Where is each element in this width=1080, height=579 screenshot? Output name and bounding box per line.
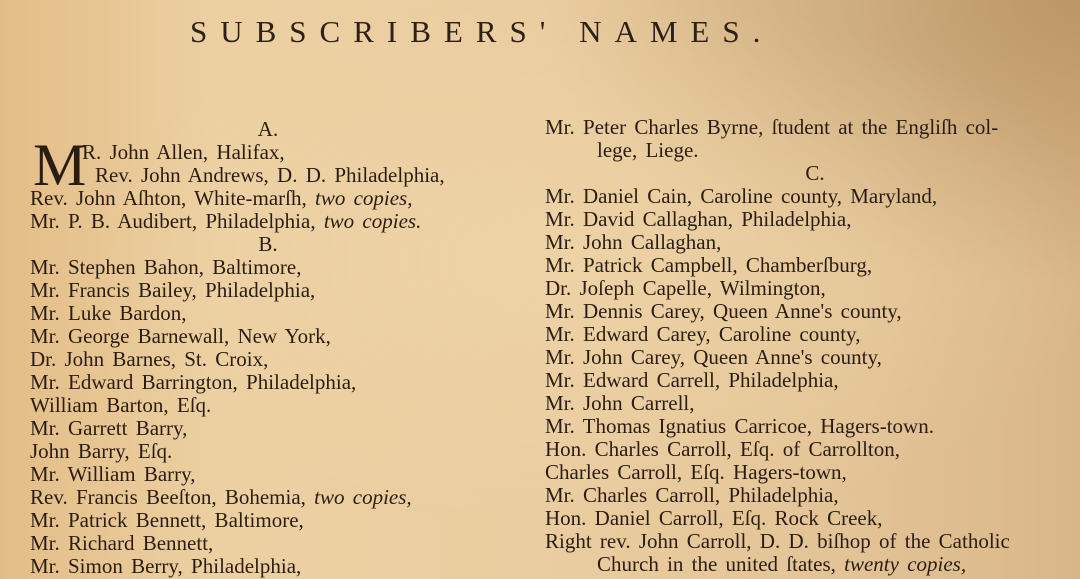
list-entry: [30, 256, 510, 279]
list-entry: [545, 484, 1075, 507]
entry-text: Church in the united ſtates,: [597, 552, 845, 576]
entry-text: Rev. Francis Beeſton, Bohemia,: [30, 485, 315, 509]
list-entry: [545, 231, 1075, 254]
list-entry: [545, 323, 1075, 346]
list-entry: [545, 507, 1075, 530]
entry-text: Mr. Thomas Ignatius Carricoe, Hagers-town.: [545, 414, 934, 438]
list-entry: [30, 555, 510, 578]
entry-text: Hon. Daniel Carroll, Eſq. Rock Creek,: [545, 506, 883, 530]
list-entry: [545, 277, 1075, 300]
list-entry: [30, 463, 510, 486]
list-entry: [30, 371, 510, 394]
copies-note: twenty copies,: [844, 552, 967, 576]
copies-note: two copies,: [314, 186, 413, 210]
list-entry: [30, 440, 510, 463]
list-entry: [545, 300, 1075, 323]
list-entry: [30, 532, 510, 555]
entry-text: William Barton, Eſq.: [30, 393, 212, 417]
entry-text: Mr. Stephen Bahon, Baltimore,: [30, 255, 302, 279]
section-letter: B.: [258, 232, 278, 256]
entry-text: Mr. George Barnewall, New York,: [30, 324, 331, 348]
entry-text: R. John Allen, Halifax,: [82, 140, 285, 164]
entry-text: Dr. John Barnes, St. Croix,: [30, 347, 269, 371]
entry-text: Mr. Edward Carrell, Philadelphia,: [545, 368, 839, 392]
entry-text: Right rev. John Carroll, D. D. biſhop of the Catholic: [545, 529, 1010, 553]
list-entry: [545, 185, 1075, 208]
entry-text: Mr. Edward Barrington, Philadelphia,: [30, 370, 357, 394]
entry-text: Mr. William Barry,: [30, 462, 196, 486]
copies-note: two copies,: [314, 485, 412, 509]
entry-text: Mr. P. B. Audibert, Philadelphia,: [30, 209, 324, 233]
list-entry: [30, 210, 510, 233]
entry-text: Mr. Patrick Campbell, Chamberſburg,: [545, 253, 873, 277]
entry-text: Mr. Richard Bennett,: [30, 531, 214, 555]
copies-note: two copies.: [323, 209, 422, 233]
drop-cap: M: [33, 132, 87, 198]
entry-text: John Barry, Eſq.: [30, 439, 173, 463]
entry-text: Hon. Charles Carroll, Eſq. of Carrollton,: [545, 437, 901, 461]
entry-text: Mr. Francis Bailey, Philadelphia,: [30, 278, 316, 302]
entry-text: Mr. Peter Charles Byrne, ſtudent at the Engliſh col-: [545, 115, 999, 139]
entry-text: Mr. Luke Bardon,: [30, 301, 187, 325]
list-entry: [30, 279, 510, 302]
list-entry: [30, 417, 510, 440]
section-letter: C.: [805, 161, 825, 185]
entry-text: Mr. Garrett Barry,: [30, 416, 188, 440]
list-entry-continuation: [545, 553, 1075, 576]
section-letter: A.: [257, 117, 279, 141]
entry-text: Mr. Patrick Bennett, Baltimore,: [30, 508, 304, 532]
list-entry: [30, 325, 510, 348]
entry-text: Mr. Dennis Carey, Queen Anne's county,: [545, 299, 902, 323]
list-entry: [545, 208, 1075, 231]
list-entry: [545, 438, 1075, 461]
list-entry: [30, 509, 510, 532]
entry-text: Mr. David Callaghan, Philadelphia,: [545, 207, 852, 231]
entry-text: Mr. Simon Berry, Philadelphia,: [30, 554, 302, 578]
list-entry: [545, 116, 1075, 139]
entry-text: Dr. Joſeph Capelle, Wilmington,: [545, 276, 826, 300]
entry-text: Rev. John Aſhton, White-marſh,: [30, 186, 315, 210]
list-entry: [545, 415, 1075, 438]
entry-text: Mr. John Callaghan,: [545, 230, 722, 254]
entry-text: Mr. Daniel Cain, Caroline county, Maryland,: [545, 184, 938, 208]
list-entry: [30, 486, 510, 509]
page-title: SUBSCRIBERS' NAMES.: [190, 14, 774, 49]
list-entry: [30, 394, 510, 417]
list-entry: [545, 461, 1075, 484]
list-entry: [545, 346, 1075, 369]
list-entry: [30, 348, 510, 371]
list-entry: [545, 392, 1075, 415]
entry-text: Charles Carroll, Eſq. Hagers-town,: [545, 460, 847, 484]
entry-text: lege, Liege.: [597, 138, 699, 162]
right-column: [545, 116, 1075, 576]
entry-text: Mr. Charles Carroll, Philadelphia,: [545, 483, 839, 507]
entry-text: Mr. Edward Carey, Caroline county,: [545, 322, 861, 346]
list-entry: [545, 254, 1075, 277]
entry-text: Mr. John Carrell,: [545, 391, 695, 415]
list-entry: [30, 302, 510, 325]
entry-text: Rev. John Andrews, D. D. Philadelphia,: [95, 163, 445, 187]
left-column: [30, 118, 510, 578]
list-entry-continuation: [545, 139, 1075, 162]
list-entry-continuation: [30, 164, 510, 187]
list-entry: [30, 187, 510, 210]
list-entry: [545, 530, 1075, 553]
entry-text: Mr. John Carey, Queen Anne's county,: [545, 345, 882, 369]
list-entry: [545, 369, 1075, 392]
